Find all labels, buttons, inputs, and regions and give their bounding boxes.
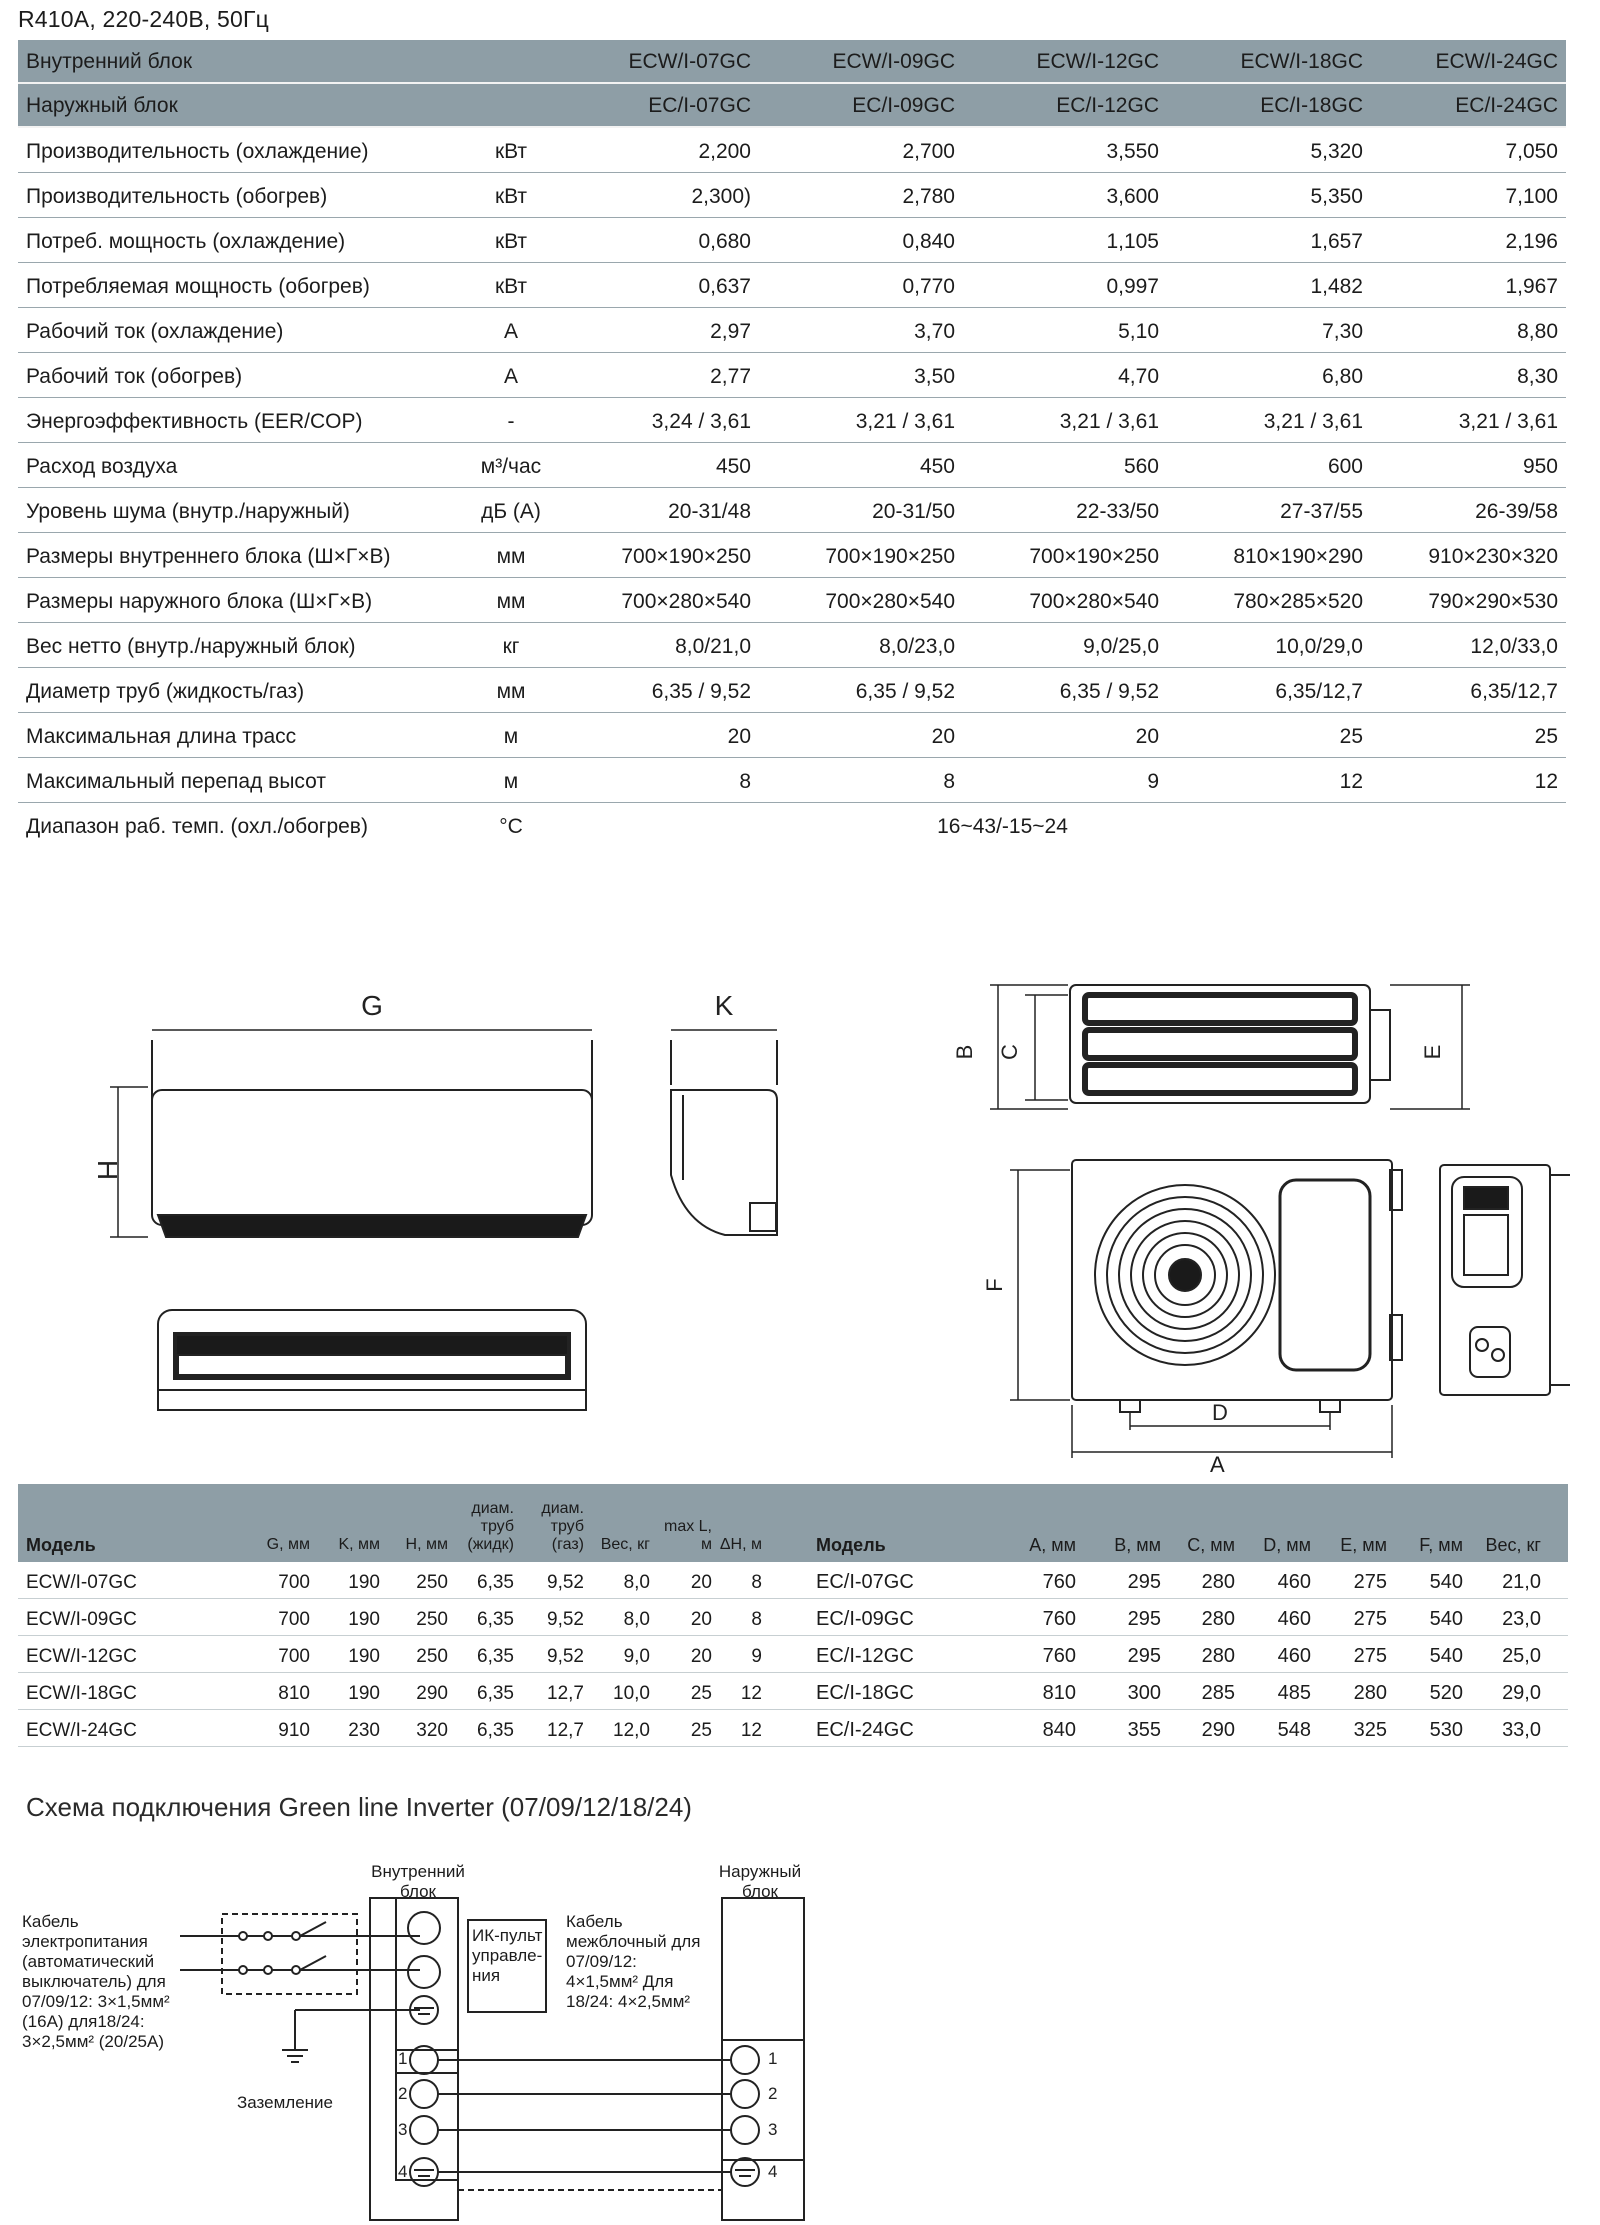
spec-value: 7,100 — [1505, 185, 1558, 208]
spec-unit: дБ (А) — [481, 500, 541, 523]
spec-row — [18, 668, 1566, 713]
spec-value: 2,77 — [710, 365, 751, 388]
spec-value: 700×190×250 — [825, 545, 955, 568]
spec-row — [18, 218, 1566, 263]
table-cell: 910 — [278, 1720, 310, 1741]
table-cell: 230 — [348, 1720, 380, 1741]
table-cell: 6,35 — [477, 1720, 514, 1741]
spec-value: 5,350 — [1310, 185, 1363, 208]
table-cell: 548 — [1277, 1719, 1311, 1741]
table-cell: 275 — [1353, 1571, 1387, 1593]
table-cell: 760 — [1042, 1608, 1076, 1630]
table-cell: 700 — [278, 1572, 310, 1593]
table-cell: 29,0 — [1502, 1682, 1541, 1704]
col-header: B, мм — [1114, 1535, 1161, 1555]
spec-row — [18, 713, 1566, 758]
table-cell: EC/I-24GC — [816, 1719, 914, 1741]
dim-label-e: E — [1420, 1044, 1445, 1060]
spec-row-temp-range — [18, 803, 1566, 847]
col-header: K, мм — [338, 1536, 380, 1553]
table-cell: 20 — [690, 1609, 712, 1630]
table-cell: 25 — [690, 1720, 712, 1741]
spec-value: 700×190×250 — [1029, 545, 1159, 568]
spec-value: 600 — [1327, 455, 1363, 478]
table-cell: EC/I-07GC — [816, 1571, 914, 1593]
table-cell: 33,0 — [1502, 1719, 1541, 1741]
table-cell: 9 — [751, 1646, 762, 1667]
table-cell: 280 — [1201, 1571, 1235, 1593]
col-header: Модель — [816, 1535, 886, 1555]
spec-unit: м — [503, 770, 519, 793]
spec-label: Потреб. мощность (охлаждение) — [26, 230, 346, 253]
indoor-dims-header — [18, 1484, 808, 1562]
col-header: ΔH, м — [719, 1536, 762, 1553]
spec-value: 2,97 — [710, 320, 751, 343]
table-cell: 9,0 — [623, 1646, 650, 1667]
scheme-title: Схема подключения Green line Inverter (07/09/12/18/24) — [26, 1792, 692, 1822]
spec-value: 20-31/48 — [668, 500, 751, 523]
table-cell: 320 — [416, 1720, 448, 1741]
outdoor-model: EC/I-12GC — [1056, 94, 1159, 117]
table-cell: 520 — [1429, 1682, 1463, 1704]
spec-value: 1,967 — [1505, 275, 1558, 298]
table-cell: 290 — [416, 1683, 448, 1704]
spec-row — [18, 758, 1566, 803]
spec-label: Потребляемая мощность (обогрев) — [26, 275, 370, 298]
spec-row — [18, 578, 1566, 623]
spec-value: 10,0/29,0 — [1275, 635, 1363, 658]
table-cell: 285 — [1201, 1682, 1235, 1704]
spec-unit: м³/час — [480, 455, 542, 478]
col-header: max L, м — [663, 1518, 712, 1553]
col-header: A, мм — [1029, 1535, 1076, 1555]
spec-value: 8,80 — [1517, 320, 1558, 343]
table-cell: 25 — [690, 1683, 712, 1704]
terminal-3: 3 — [398, 2120, 408, 2139]
spec-unit: м — [503, 725, 519, 748]
table-cell: 9,52 — [547, 1646, 584, 1667]
spec-row — [18, 623, 1566, 668]
table-cell: 6,35 — [477, 1646, 514, 1667]
terminal-1: 1 — [398, 2049, 408, 2068]
spec-value: 1,105 — [1106, 230, 1159, 253]
spec-label: Максимальный перепад высот — [26, 770, 326, 793]
table-cell: 325 — [1353, 1719, 1387, 1741]
spec-value: 7,30 — [1322, 320, 1363, 343]
table-cell: 280 — [1201, 1645, 1235, 1667]
table-cell: 250 — [416, 1572, 448, 1593]
terminal-4: 4 — [398, 2162, 408, 2181]
spec-label: Производительность (охлаждение) — [26, 140, 369, 163]
outdoor-model: EC/I-09GC — [852, 94, 955, 117]
spec-value: 22-33/50 — [1076, 500, 1159, 523]
spec-row — [18, 263, 1566, 308]
table-cell: 12 — [740, 1683, 762, 1704]
spec-value: 3,70 — [914, 320, 955, 343]
col-header: G, мм — [266, 1536, 310, 1553]
wiring-diagram — [0, 1850, 1600, 2225]
table-cell: 760 — [1042, 1645, 1076, 1667]
outdoor-model: EC/I-18GC — [1260, 94, 1363, 117]
table-cell: 540 — [1429, 1608, 1463, 1630]
spec-label: Рабочий ток (охлаждение) — [26, 320, 284, 343]
table-cell: 9,52 — [547, 1572, 584, 1593]
table-cell: 8,0 — [623, 1572, 650, 1593]
terminal-3: 3 — [768, 2120, 778, 2139]
spec-value: 20-31/50 — [872, 500, 955, 523]
table-cell: 460 — [1277, 1571, 1311, 1593]
col-header: диам. труб (газ) — [541, 1500, 584, 1553]
outdoor-unit-caption: Наружный блок — [718, 1862, 802, 1901]
table-cell: 295 — [1127, 1608, 1161, 1630]
spec-value: 8,0/23,0 — [879, 635, 955, 658]
spec-unit: кВт — [494, 140, 528, 163]
col-header: D, мм — [1263, 1535, 1311, 1555]
spec-value: 20 — [727, 725, 751, 748]
table-cell: 8 — [751, 1609, 762, 1630]
spec-value: 4,70 — [1118, 365, 1159, 388]
table-cell: 250 — [416, 1646, 448, 1667]
outdoor-unit-label: Наружный блок — [26, 94, 178, 117]
spec-value: 7,050 — [1505, 140, 1558, 163]
table-row — [808, 1673, 1568, 1710]
spec-value: 6,80 — [1322, 365, 1363, 388]
spec-label: Диапазон раб. темп. (охл./обогрев) — [26, 815, 368, 838]
spec-value: 20 — [931, 725, 955, 748]
table-cell: 275 — [1353, 1645, 1387, 1667]
spec-label: Энергоэффективность (EER/COP) — [26, 410, 363, 433]
spec-value: 5,10 — [1118, 320, 1159, 343]
table-cell: ECW/I-24GC — [26, 1720, 137, 1741]
table-cell: 12,7 — [547, 1683, 584, 1704]
spec-value: 3,50 — [914, 365, 955, 388]
dim-label-a: A — [1210, 1452, 1225, 1477]
spec-value: 5,320 — [1310, 140, 1363, 163]
indoor-dims-rows — [18, 1562, 808, 1747]
table-cell: 10,0 — [613, 1683, 650, 1704]
spec-value: 8,30 — [1517, 365, 1558, 388]
indoor-unit-drawing — [80, 975, 640, 1445]
spec-value: 2,200 — [698, 140, 751, 163]
spec-value: 3,21 / 3,61 — [1059, 410, 1159, 433]
table-cell: 190 — [348, 1572, 380, 1593]
table-cell: 460 — [1277, 1608, 1311, 1630]
table-cell: 250 — [416, 1609, 448, 1630]
spec-value: 8,0/21,0 — [675, 635, 751, 658]
indoor-model: ECW/I-24GC — [1435, 50, 1558, 73]
spec-table — [18, 40, 1566, 847]
table-cell: EC/I-09GC — [816, 1608, 914, 1630]
terminal-4: 4 — [768, 2162, 778, 2181]
spec-value: 0,997 — [1106, 275, 1159, 298]
table-cell: 295 — [1127, 1571, 1161, 1593]
col-header: E, мм — [1340, 1535, 1387, 1555]
spec-value: 0,840 — [902, 230, 955, 253]
spec-label: Диаметр труб (жидкость/газ) — [26, 680, 305, 703]
spec-row — [18, 398, 1566, 443]
spec-value: 1,657 — [1310, 230, 1363, 253]
table-cell: 8 — [751, 1572, 762, 1593]
outdoor-model: EC/I-24GC — [1455, 94, 1558, 117]
table-cell: 21,0 — [1502, 1571, 1541, 1593]
spec-label: Максимальная длина трасс — [26, 725, 297, 748]
indoor-unit-label: Внутренний блок — [26, 50, 193, 73]
terminal-2: 2 — [398, 2084, 408, 2103]
table-cell: 760 — [1042, 1571, 1076, 1593]
table-cell: 12 — [740, 1720, 762, 1741]
spec-header-indoor — [18, 40, 1566, 84]
spec-value: 12 — [1339, 770, 1363, 793]
inter-cable-caption: Кабель межблочный для 07/09/12: 4×1,5мм² Для 18/24: 4×2,5мм² — [566, 1912, 701, 2011]
spec-row — [18, 443, 1566, 488]
spec-value: 2,196 — [1505, 230, 1558, 253]
table-cell: EC/I-18GC — [816, 1682, 914, 1704]
dim-label-b: B — [952, 1044, 977, 1060]
spec-value: 700×280×540 — [621, 590, 751, 613]
col-header: диам. труб (жидк) — [467, 1500, 514, 1553]
table-cell: 810 — [278, 1683, 310, 1704]
spec-value: 790×290×530 — [1428, 590, 1558, 613]
table-cell: 9,52 — [547, 1609, 584, 1630]
table-cell: 20 — [690, 1572, 712, 1593]
table-row — [808, 1562, 1568, 1599]
spec-value: 450 — [919, 455, 955, 478]
spec-value: 1,482 — [1310, 275, 1363, 298]
outdoor-side-drawing — [1430, 1155, 1580, 1415]
spec-value: 8 — [943, 770, 955, 793]
spec-header-outdoor — [18, 84, 1566, 128]
table-row — [18, 1636, 808, 1673]
table-cell: 485 — [1277, 1682, 1311, 1704]
table-cell: 540 — [1429, 1645, 1463, 1667]
spec-unit: мм — [496, 545, 526, 568]
power-cable-caption: Кабель электропитания (автоматический выключатель) для 07/09/12: 3×1,5мм² (16А) для18/24: 3×2,5мм² (20/25А) — [22, 1912, 170, 2051]
spec-row — [18, 353, 1566, 398]
table-cell: 8,0 — [623, 1609, 650, 1630]
spec-row — [18, 533, 1566, 578]
spec-value: 3,21 / 3,61 — [1458, 410, 1558, 433]
spec-unit: мм — [496, 590, 526, 613]
indoor-dims-table — [18, 1484, 808, 1747]
spec-rows — [18, 128, 1566, 803]
spec-value: 6,35 / 9,52 — [855, 680, 955, 703]
table-cell: 6,35 — [477, 1572, 514, 1593]
spec-value: 6,35/12,7 — [1470, 680, 1558, 703]
indoor-side-drawing — [655, 975, 795, 1255]
table-cell: 12,0 — [613, 1720, 650, 1741]
dim-label-f: F — [982, 1278, 1007, 1292]
spec-label: Расход воздуха — [26, 455, 178, 478]
spec-value: 910×230×320 — [1428, 545, 1558, 568]
table-cell: 355 — [1127, 1719, 1161, 1741]
spec-row — [18, 488, 1566, 533]
table-cell: 275 — [1353, 1608, 1387, 1630]
col-header: C, мм — [1187, 1535, 1235, 1555]
indoor-model: ECW/I-18GC — [1240, 50, 1363, 73]
table-cell: 20 — [690, 1646, 712, 1667]
col-header: Вес, кг — [1485, 1535, 1541, 1555]
col-header: H, мм — [405, 1536, 448, 1553]
spec-label: Рабочий ток (обогрев) — [26, 365, 243, 388]
dim-label-g: G — [361, 990, 383, 1021]
spec-row — [18, 173, 1566, 218]
spec-value: 450 — [715, 455, 751, 478]
outdoor-top-drawing — [950, 965, 1510, 1145]
dim-label-k: K — [714, 990, 734, 1021]
spec-value: 25 — [1534, 725, 1558, 748]
spec-value: 3,550 — [1106, 140, 1159, 163]
spec-unit: кВт — [494, 230, 528, 253]
indoor-unit-caption: Внутренний блок — [371, 1862, 465, 1901]
table-row — [18, 1599, 808, 1636]
table-cell: ECW/I-07GC — [26, 1572, 137, 1593]
outdoor-dims-header — [808, 1484, 1568, 1562]
spec-value: 2,300) — [691, 185, 751, 208]
spec-value: 950 — [1522, 455, 1558, 478]
table-cell: 810 — [1042, 1682, 1076, 1704]
table-cell: 295 — [1127, 1645, 1161, 1667]
spec-value: 0,680 — [698, 230, 751, 253]
indoor-model: ECW/I-09GC — [832, 50, 955, 73]
terminal-1: 1 — [768, 2049, 778, 2068]
spec-value: 3,24 / 3,61 — [651, 410, 751, 433]
table-cell: 23,0 — [1502, 1608, 1541, 1630]
spec-value: 20 — [1135, 725, 1159, 748]
remote-caption: ИК-пульт управле-ния — [472, 1926, 543, 1985]
spec-value: 9,0/25,0 — [1083, 635, 1159, 658]
outdoor-front-drawing — [982, 1150, 1420, 1460]
spec-value: 27-37/55 — [1280, 500, 1363, 523]
col-header: Вес, кг — [600, 1536, 650, 1553]
spec-unit: А — [503, 365, 518, 388]
spec-value: 700×280×540 — [1029, 590, 1159, 613]
spec-value: 12,0/33,0 — [1470, 635, 1558, 658]
spec-unit: - — [507, 410, 515, 433]
spec-unit: кг — [502, 635, 520, 658]
spec-value: 16~43/-15~24 — [937, 815, 1068, 838]
table-cell: 6,35 — [477, 1683, 514, 1704]
spec-unit: кВт — [494, 275, 528, 298]
table-cell: ECW/I-09GC — [26, 1609, 137, 1630]
spec-value: 3,21 / 3,61 — [855, 410, 955, 433]
spec-value: 8 — [739, 770, 751, 793]
dim-label-d: D — [1212, 1400, 1228, 1425]
table-cell: 700 — [278, 1609, 310, 1630]
spec-label: Вес нетто (внутр./наружный блок) — [26, 635, 356, 658]
outdoor-model: EC/I-07GC — [648, 94, 751, 117]
table-row — [18, 1710, 808, 1747]
spec-row — [18, 308, 1566, 353]
table-cell: 530 — [1429, 1719, 1463, 1741]
table-row — [18, 1562, 808, 1599]
indoor-model: ECW/I-07GC — [628, 50, 751, 73]
table-cell: 190 — [348, 1646, 380, 1667]
spec-unit: А — [503, 320, 518, 343]
indoor-model: ECW/I-12GC — [1036, 50, 1159, 73]
table-cell: 25,0 — [1502, 1645, 1541, 1667]
spec-value: 3,600 — [1106, 185, 1159, 208]
spec-unit: мм — [496, 680, 526, 703]
spec-value: 9 — [1147, 770, 1159, 793]
outdoor-dims-rows — [808, 1562, 1568, 1747]
spec-label: Уровень шума (внутр./наружный) — [26, 500, 350, 523]
spec-value: 6,35 / 9,52 — [1059, 680, 1159, 703]
spec-value: 560 — [1123, 455, 1159, 478]
spec-value: 0,637 — [698, 275, 751, 298]
spec-value: 25 — [1339, 725, 1363, 748]
table-cell: 280 — [1353, 1682, 1387, 1704]
spec-value: 0,770 — [902, 275, 955, 298]
table-cell: 300 — [1127, 1682, 1161, 1704]
spec-row — [18, 128, 1566, 173]
spec-value: 2,700 — [902, 140, 955, 163]
table-cell: EC/I-12GC — [816, 1645, 914, 1667]
spec-value: 6,35 / 9,52 — [651, 680, 751, 703]
spec-value: 26-39/58 — [1475, 500, 1558, 523]
terminal-2: 2 — [768, 2084, 778, 2103]
table-cell: 12,7 — [547, 1720, 584, 1741]
table-cell: ECW/I-12GC — [26, 1646, 137, 1667]
table-row — [808, 1599, 1568, 1636]
spec-value: 2,780 — [902, 185, 955, 208]
spec-label: Размеры наружного блока (Ш×Г×В) — [26, 590, 373, 613]
spec-value: 810×190×290 — [1233, 545, 1363, 568]
table-row — [18, 1673, 808, 1710]
table-row — [808, 1636, 1568, 1673]
ground-caption: Заземление — [237, 2093, 333, 2112]
table-cell: 460 — [1277, 1645, 1311, 1667]
table-cell: 700 — [278, 1646, 310, 1667]
spec-value: 700×190×250 — [621, 545, 751, 568]
spec-value: 12 — [1534, 770, 1558, 793]
spec-label: Размеры внутреннего блока (Ш×Г×В) — [26, 545, 391, 568]
table-cell: ECW/I-18GC — [26, 1683, 137, 1704]
spec-value: 3,21 / 3,61 — [1263, 410, 1363, 433]
table-cell: 280 — [1201, 1608, 1235, 1630]
table-cell: 290 — [1201, 1719, 1235, 1741]
table-cell: 6,35 — [477, 1609, 514, 1630]
spec-label: Производительность (обогрев) — [26, 185, 328, 208]
table-row — [808, 1710, 1568, 1747]
col-header: F, мм — [1419, 1535, 1463, 1555]
table-cell: 540 — [1429, 1571, 1463, 1593]
table-cell: 840 — [1042, 1719, 1076, 1741]
dim-label-h: H — [92, 1159, 123, 1181]
spec-unit: °C — [499, 815, 523, 838]
spec-unit: кВт — [494, 185, 528, 208]
dim-label-c: C — [997, 1044, 1022, 1060]
spec-value: 780×285×520 — [1233, 590, 1363, 613]
spec-value: 700×280×540 — [825, 590, 955, 613]
header-note: R410A, 220-240В, 50Гц — [18, 6, 270, 32]
spec-value: 6,35/12,7 — [1275, 680, 1363, 703]
col-header: Модель — [26, 1535, 96, 1555]
outdoor-dims-table — [808, 1484, 1568, 1747]
table-cell: 190 — [348, 1683, 380, 1704]
table-cell: 190 — [348, 1609, 380, 1630]
